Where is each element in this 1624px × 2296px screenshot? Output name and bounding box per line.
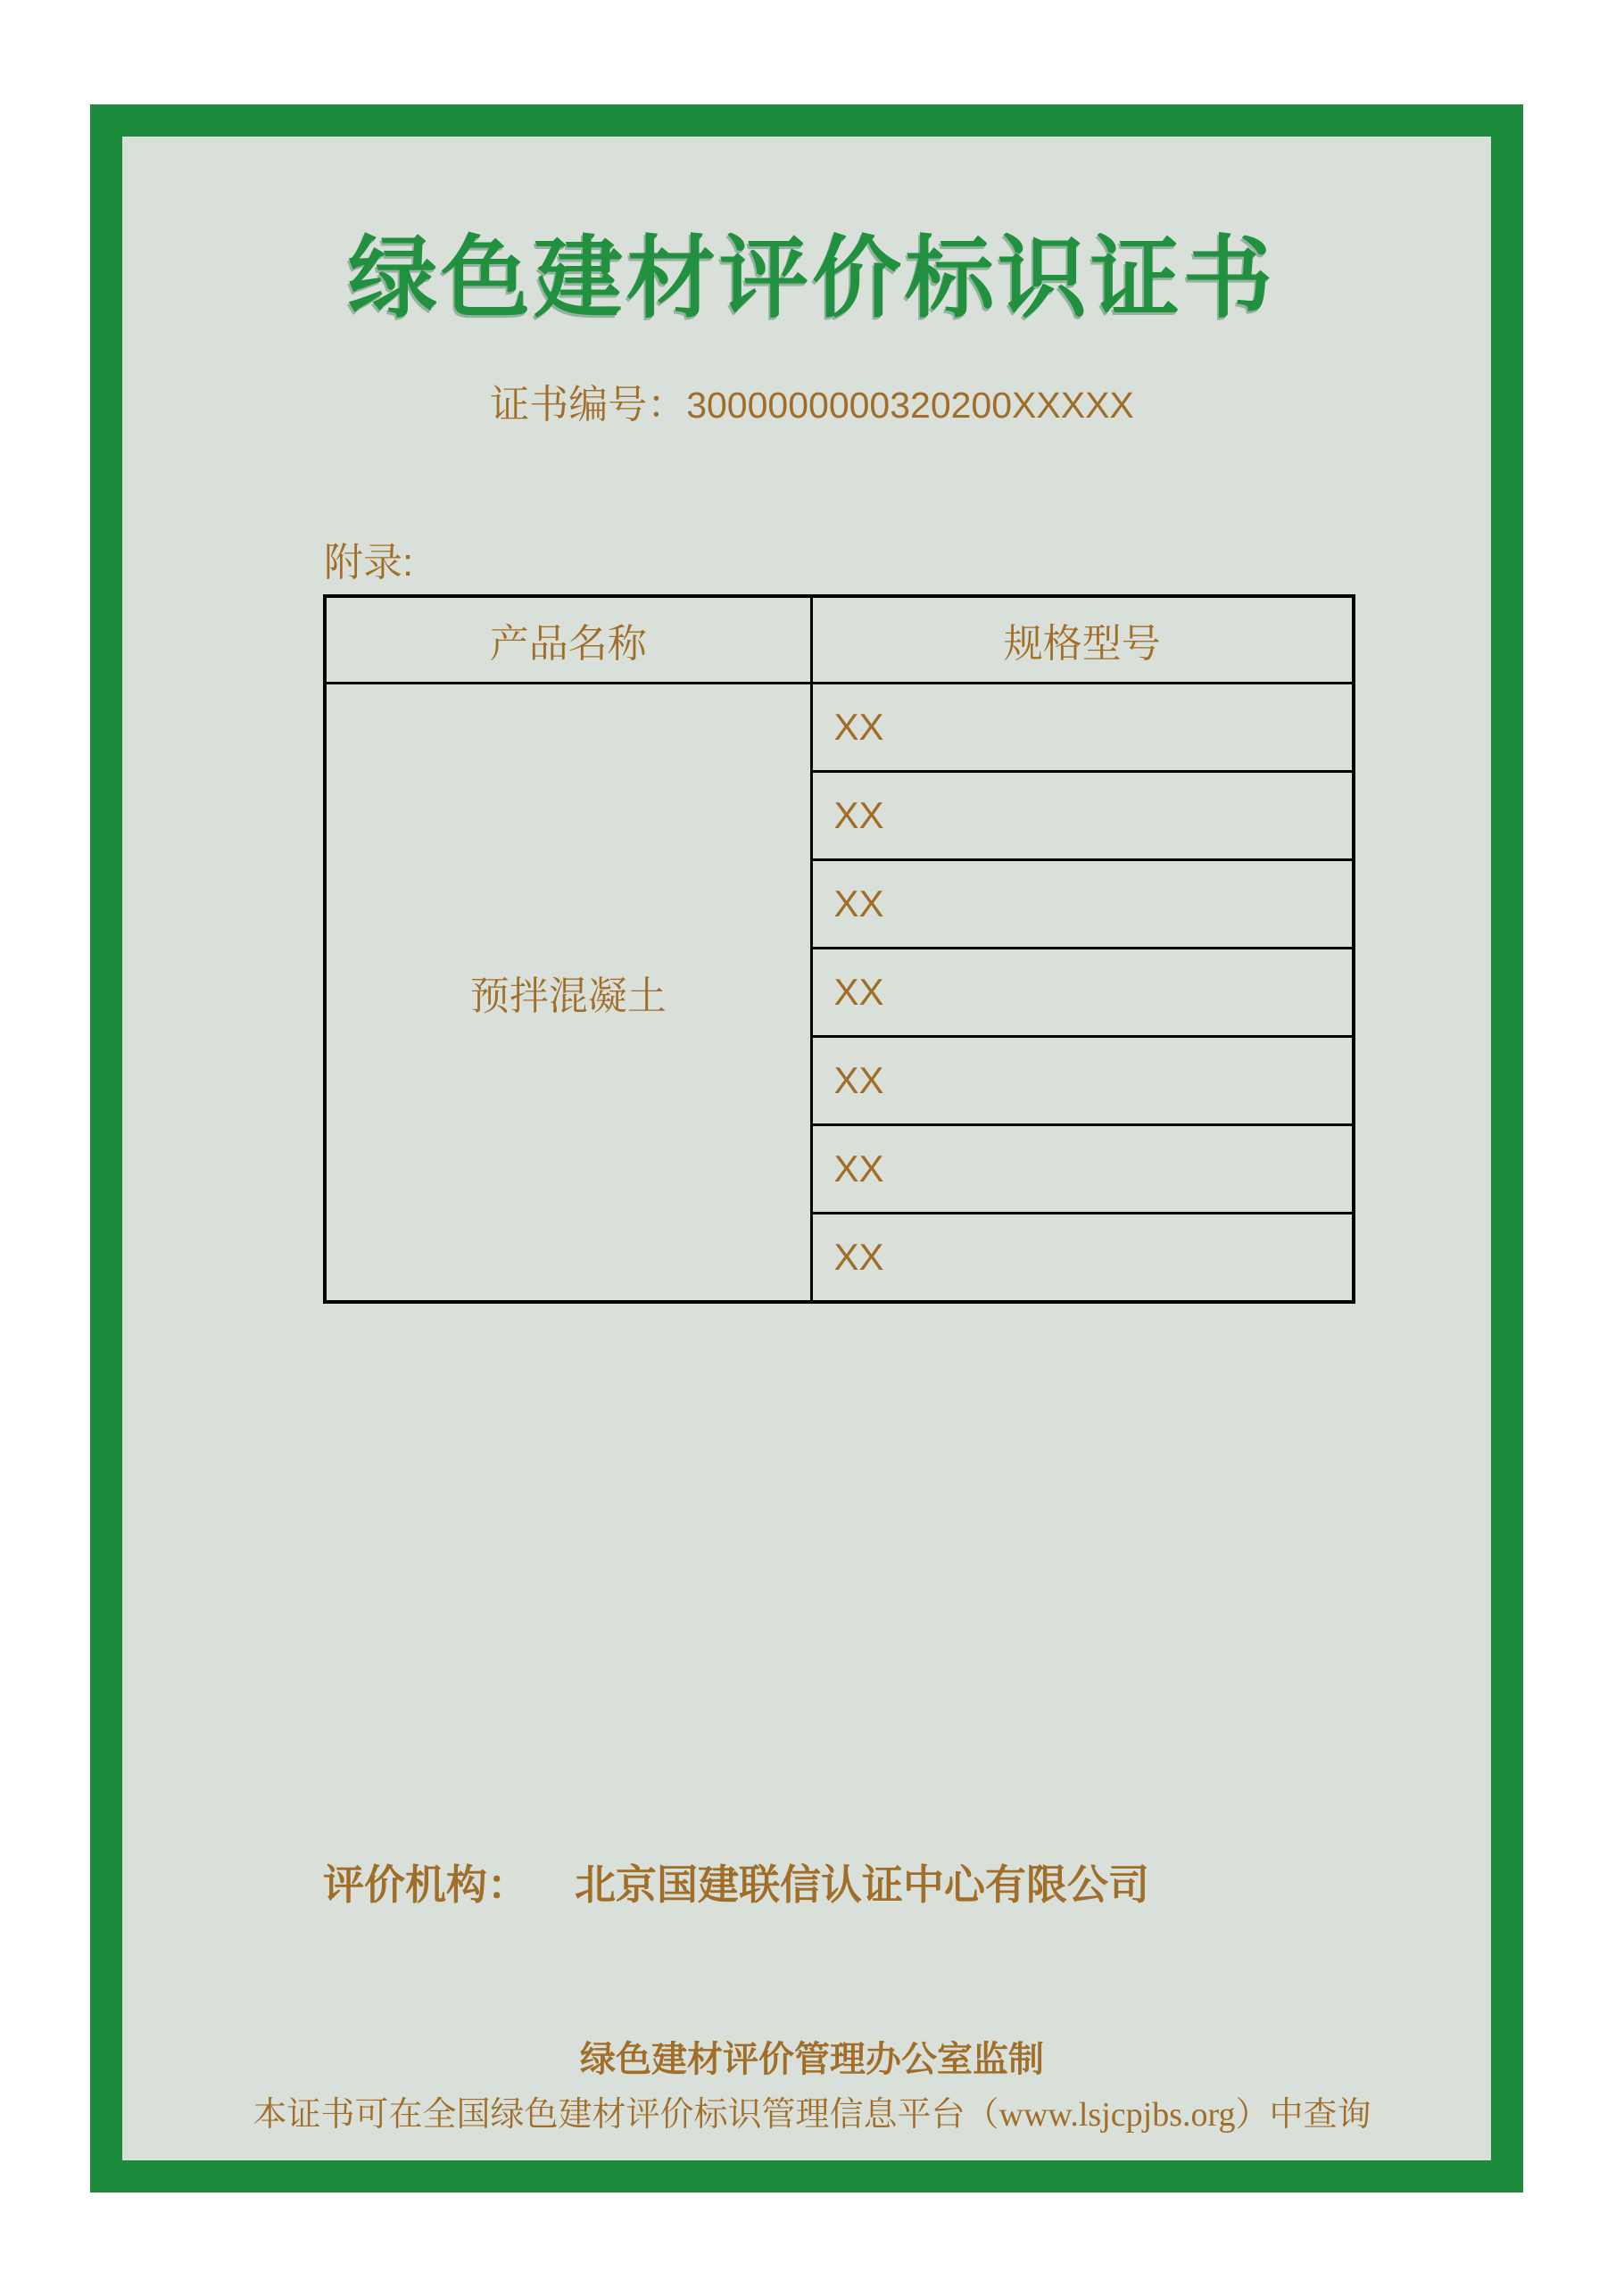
evaluation-agency-label: 评价机构： [323, 1861, 528, 1908]
query-info-line: 本证书可在全国绿色建材评价标识管理信息平台（www.lsjcpjbs.org）中查询 [253, 2096, 1371, 2134]
spec-cell: XX [811, 860, 1354, 949]
spec-cell: XX [811, 1037, 1354, 1125]
certificate-title: 绿色建材评价标识证书 [348, 225, 1276, 330]
evaluation-agency-line [323, 1853, 1149, 1911]
product-name-cell: 预拌混凝土 [325, 684, 811, 1303]
certificate-number-label: 证书编号： [490, 383, 687, 427]
table-header-product-name: 产品名称 [325, 596, 811, 684]
table-header-row [325, 596, 1354, 684]
certificate-number-line [0, 382, 1624, 429]
spec-cell: XX [811, 684, 1354, 772]
spec-cell: XX [811, 949, 1354, 1037]
spec-cell: XX [811, 1214, 1354, 1303]
evaluation-agency-name: 北京国建联信认证中心有限公司 [575, 1861, 1149, 1908]
table-header-spec-model: 规格型号 [811, 596, 1354, 684]
certificate-number-value: 3000000000320200XXXXX [686, 385, 1134, 426]
spec-cell: XX [811, 772, 1354, 860]
appendix-label: 附录: [324, 541, 414, 584]
table-row [325, 684, 1354, 772]
supervisor-line: 绿色建材评价管理办公室监制 [580, 2040, 1044, 2079]
spec-cell: XX [811, 1125, 1354, 1214]
product-spec-table [323, 594, 1355, 1304]
